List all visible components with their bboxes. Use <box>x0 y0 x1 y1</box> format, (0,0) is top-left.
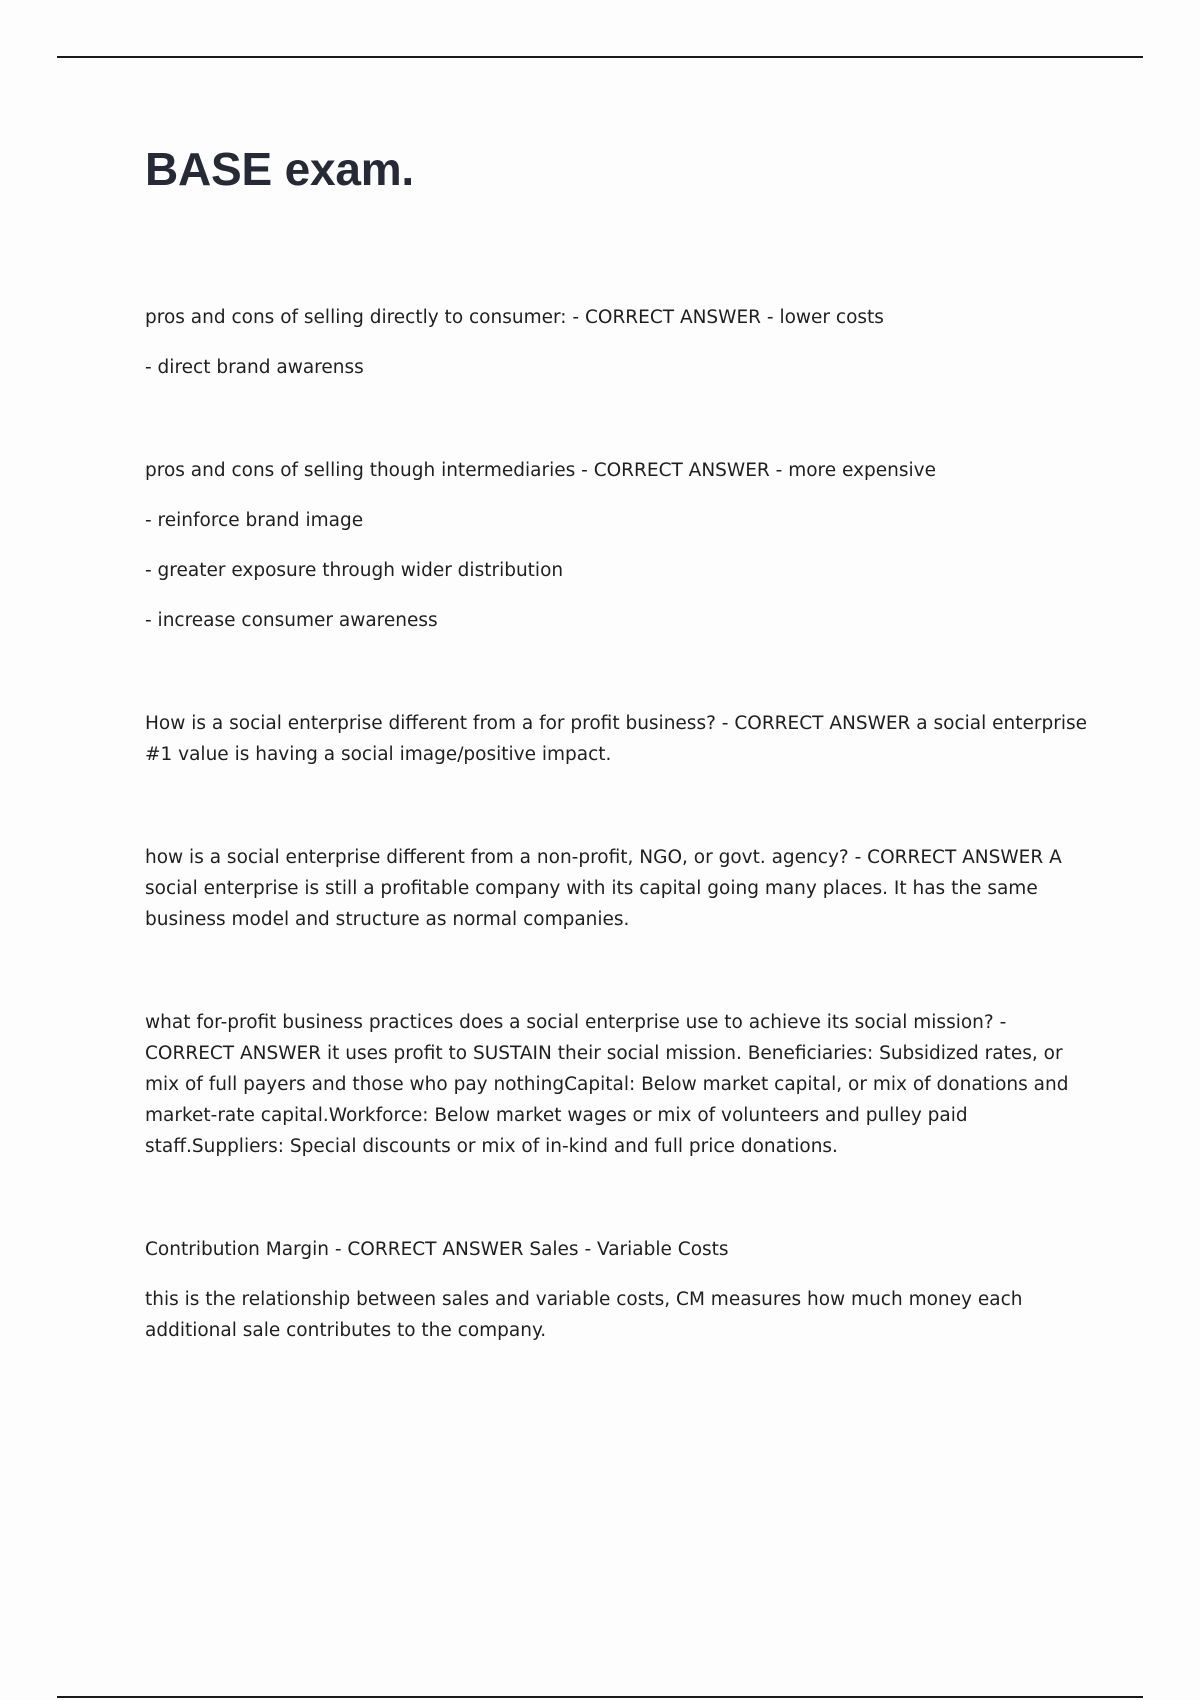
question-text: what for-profit business practices does a social enterprise use to achieve its social mission? <box>145 1012 994 1033</box>
page-title: BASE exam. <box>145 143 415 195</box>
answer-label: - CORRECT ANSWER <box>334 1239 524 1260</box>
question-text: How is a social enterprise different from a for profit business? <box>145 713 716 734</box>
question-text: how is a social enterprise different from a non-profit, NGO, or govt. agency? <box>145 847 849 868</box>
question-text: Contribution Margin <box>145 1239 329 1260</box>
qa-list <box>145 302 1090 1418</box>
top-divider <box>57 56 1143 58</box>
qa-main-line <box>145 708 1090 770</box>
answer-label: - CORRECT ANSWER <box>854 847 1044 868</box>
qa-main-line <box>145 455 1090 486</box>
answer-text: A social enterprise is still a profitable company with its capital going many places. It has the same business model and structure as normal companies. <box>145 847 1062 930</box>
answer-text: Sales - Variable Costs <box>529 1239 729 1260</box>
qa-entry <box>145 1234 1090 1346</box>
answer-label: - CORRECT ANSWER <box>581 460 770 481</box>
answer-text: a social enterprise #1 value is having a social image/positive impact. <box>145 713 1087 765</box>
bottom-divider <box>57 1696 1143 1698</box>
answer-text: - lower costs <box>766 307 884 328</box>
question-text: pros and cons of selling though intermediaries <box>145 460 576 481</box>
qa-entry <box>145 455 1090 636</box>
qa-entry <box>145 842 1090 935</box>
qa-main-line <box>145 1234 1090 1265</box>
answer-explanation: this is the relationship between sales and variable costs, CM measures how much money each additional sale contributes to the company. <box>145 1289 1023 1341</box>
question-text: pros and cons of selling directly to consumer: <box>145 307 567 328</box>
qa-entry <box>145 1007 1090 1162</box>
qa-entry <box>145 302 1090 383</box>
qa-main-line <box>145 1007 1090 1162</box>
answer-label: - CORRECT ANSWER <box>145 1012 1007 1064</box>
qa-main-line <box>145 302 1090 333</box>
answer-text: it uses profit to SUSTAIN their social mission. Beneficiaries: Subsidized rates, or mix of full payers and those who pay nothingCapital: Below market capital, or mix of donations and market-rate capital.Workforce: Below market wages or mix of volunteers and pulley paid staff.Suppliers: Special discounts or mix of in-kind and full price donations. <box>145 1043 1069 1157</box>
answer-bullet: - direct brand awarenss <box>145 357 364 378</box>
answer-text: - more expensive <box>775 460 936 481</box>
answer-bullet: - increase consumer awareness <box>145 610 438 631</box>
answer-label: - CORRECT ANSWER <box>572 307 762 328</box>
qa-main-line <box>145 842 1090 935</box>
qa-entry <box>145 708 1090 770</box>
answer-label: - CORRECT ANSWER <box>721 713 911 734</box>
answer-bullet: - greater exposure through wider distribution <box>145 560 564 581</box>
answer-bullet: - reinforce brand image <box>145 510 364 531</box>
